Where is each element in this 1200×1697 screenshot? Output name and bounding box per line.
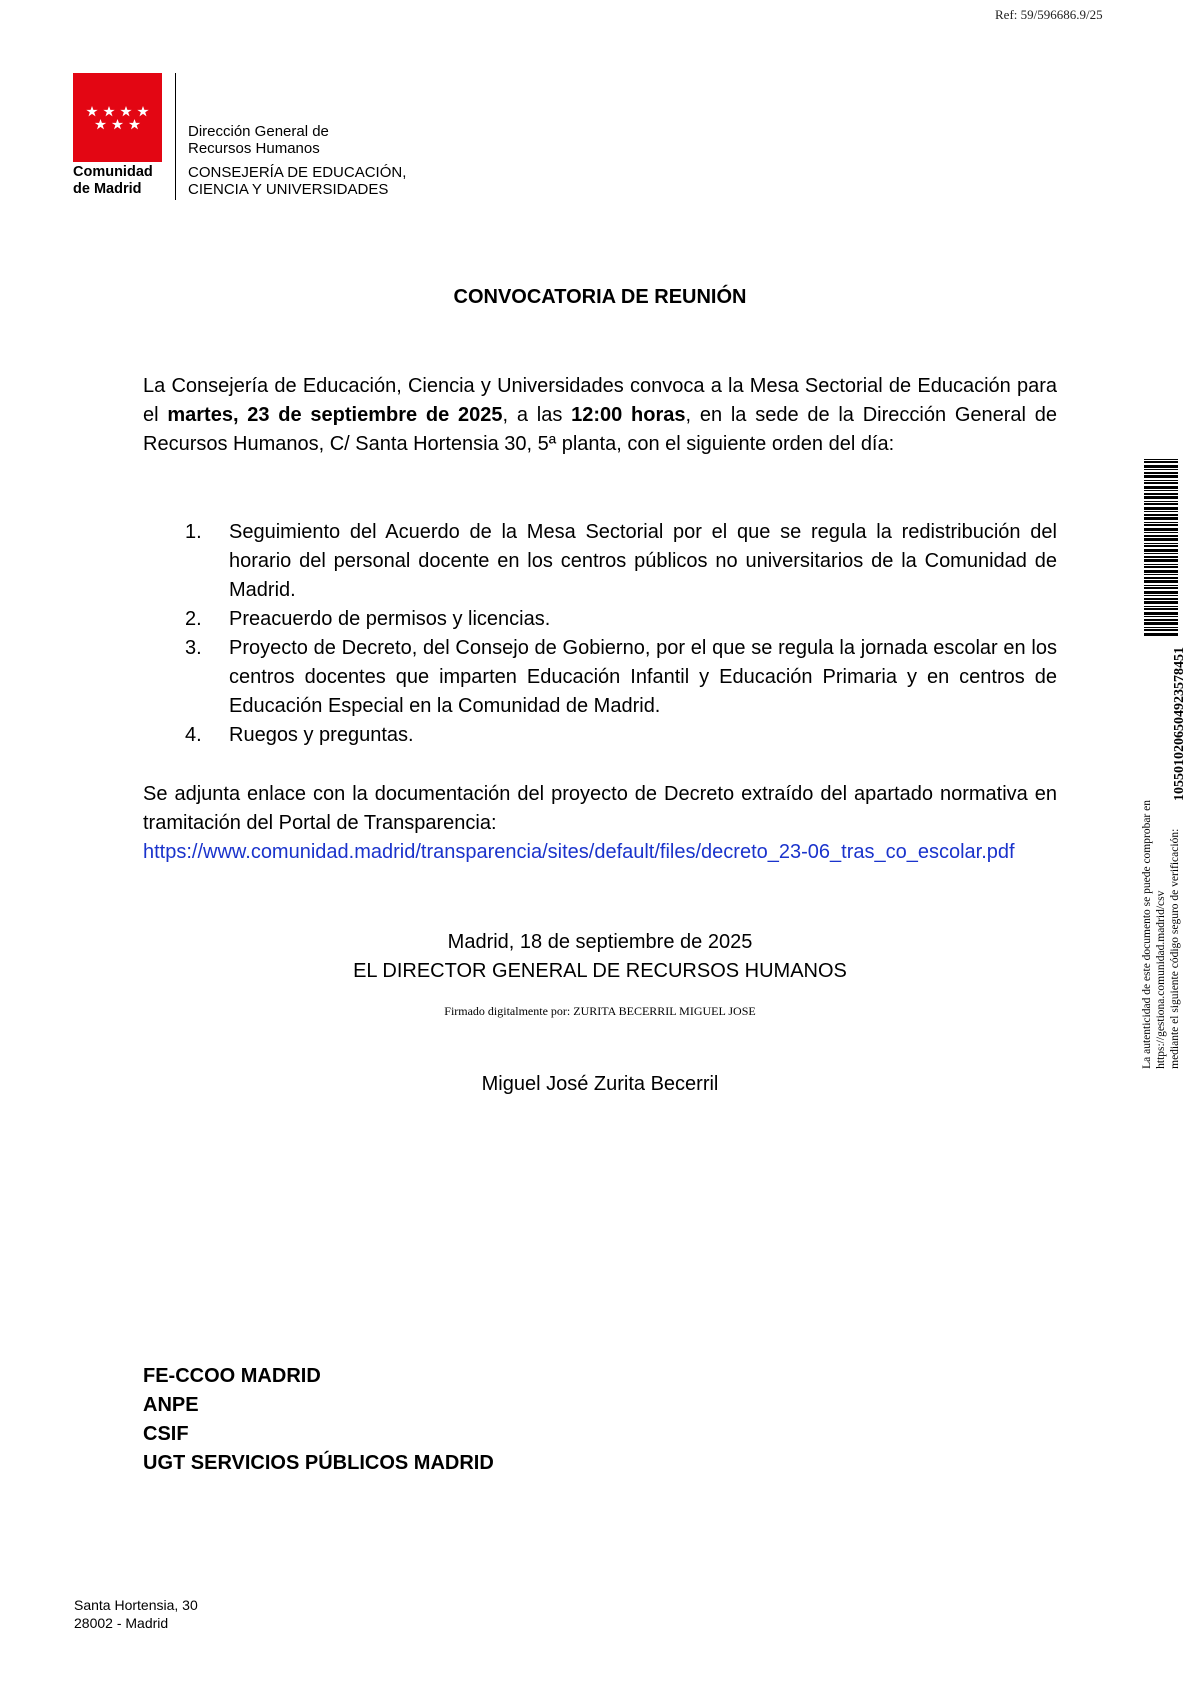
digital-signature-note: Firmado digitalmente por: ZURITA BECERRIL MIGUEL JOSE: [444, 1004, 756, 1018]
verification-line1: La autenticidad de este documento se puede comprobar en: [1141, 800, 1153, 1069]
signature-block: [0, 928, 1200, 986]
agenda-text: Ruegos y preguntas.: [229, 724, 414, 746]
agenda-item: [185, 634, 1057, 721]
signer-name: Miguel José Zurita Becerril: [481, 1073, 719, 1095]
logo-name: [73, 164, 165, 198]
agenda-item: [185, 721, 1057, 750]
agenda-item: [185, 518, 1057, 605]
attachment-paragraph: [143, 780, 1057, 867]
intro-text-2: , a las: [502, 404, 572, 426]
logo-name-line1: Comunidad: [73, 164, 153, 180]
stars-emblem-icon: [73, 73, 162, 162]
verification-note: [1140, 800, 1182, 1069]
verification-line2: https://gestiona.comunidad.madrid/csv: [1155, 890, 1167, 1069]
recipients-list: [143, 1362, 494, 1478]
recipient: CSIF: [143, 1423, 189, 1445]
agenda-number: 4.: [185, 724, 202, 746]
agenda-number: 3.: [185, 637, 202, 659]
agenda-text: Proyecto de Decreto, del Consejo de Gobierno, por el que se regula la jornada escolar en los centros docentes que imparten Educación Infantil y Educación Primaria y en centros de Educación Especial en la Comunidad de Madrid.: [229, 637, 1057, 717]
agenda-item: [185, 605, 1057, 634]
recipient: UGT SERVICIOS PÚBLICOS MADRID: [143, 1452, 494, 1474]
document-title: CONVOCATORIA DE REUNIÓN: [453, 286, 747, 308]
recipient: ANPE: [143, 1394, 199, 1416]
meeting-date: martes, 23 de septiembre de 2025: [167, 404, 503, 426]
signer-role: EL DIRECTOR GENERAL DE RECURSOS HUMANOS: [353, 960, 847, 982]
directorate-line1: Dirección General de: [188, 123, 329, 140]
address-line2: 28002 - Madrid: [74, 1615, 169, 1631]
logo-name-line2: de Madrid: [73, 181, 142, 197]
star-icon: [112, 119, 123, 129]
footer-address: [74, 1596, 198, 1632]
header-divider: [175, 73, 176, 200]
document-reference: Ref: 59/596686.9/25: [995, 7, 1103, 22]
intro-text-1: La Consejería de Educación, Ciencia y Universidades convoca a la Mesa Sectorial de Educación para el: [143, 375, 1057, 426]
verification-barcode: [1144, 459, 1178, 639]
ministry-name: [188, 164, 406, 198]
agenda-text: Preacuerdo de permisos y licencias.: [229, 608, 551, 630]
star-icon: [86, 106, 97, 116]
decree-link[interactable]: https://www.comunidad.madrid/transparencia/sites/default/files/decreto_23-06_tras_co_escolar.pdf: [143, 841, 1015, 863]
agenda-number: 1.: [185, 521, 202, 543]
star-icon: [137, 106, 148, 116]
attachment-text: Se adjunta enlace con la documentación del proyecto de Decreto extraído del apartado normativa en tramitación del Portal de Transparencia:: [143, 783, 1057, 834]
agenda-list: [185, 518, 1057, 750]
ministry-line1: CONSEJERÍA DE EDUCACIÓN,: [188, 164, 407, 181]
star-icon: [95, 119, 106, 129]
star-icon: [120, 106, 131, 116]
recipient: FE-CCOO MADRID: [143, 1365, 321, 1387]
directorate-line2: Recursos Humanos: [188, 140, 320, 157]
intro-text-3: , en la sede de la Dirección General de Recursos Humanos, C/ Santa Hortensia 30, 5ª planta, con el siguiente orden del día:: [143, 404, 1058, 455]
comunidad-madrid-logo: [73, 73, 162, 162]
verification-line3: mediante el siguiente código seguro de verificación:: [1169, 828, 1181, 1069]
star-icon: [129, 119, 140, 129]
intro-paragraph: [143, 372, 1057, 459]
verification-code: 1055010206504923578451: [1172, 647, 1187, 801]
address-line1: Santa Hortensia, 30: [74, 1597, 198, 1613]
star-icon: [103, 106, 114, 116]
place-date: Madrid, 18 de septiembre de 2025: [447, 931, 753, 953]
agenda-text: Seguimiento del Acuerdo de la Mesa Sectorial por el que se regula la redistribución del horario del personal docente en los centros públicos no universitarios de la Comunidad de Madrid.: [229, 521, 1057, 601]
ministry-line2: CIENCIA Y UNIVERSIDADES: [188, 181, 389, 198]
directorate-name: [188, 123, 329, 157]
meeting-time: 12:00 horas: [571, 404, 686, 426]
agenda-number: 2.: [185, 608, 202, 630]
